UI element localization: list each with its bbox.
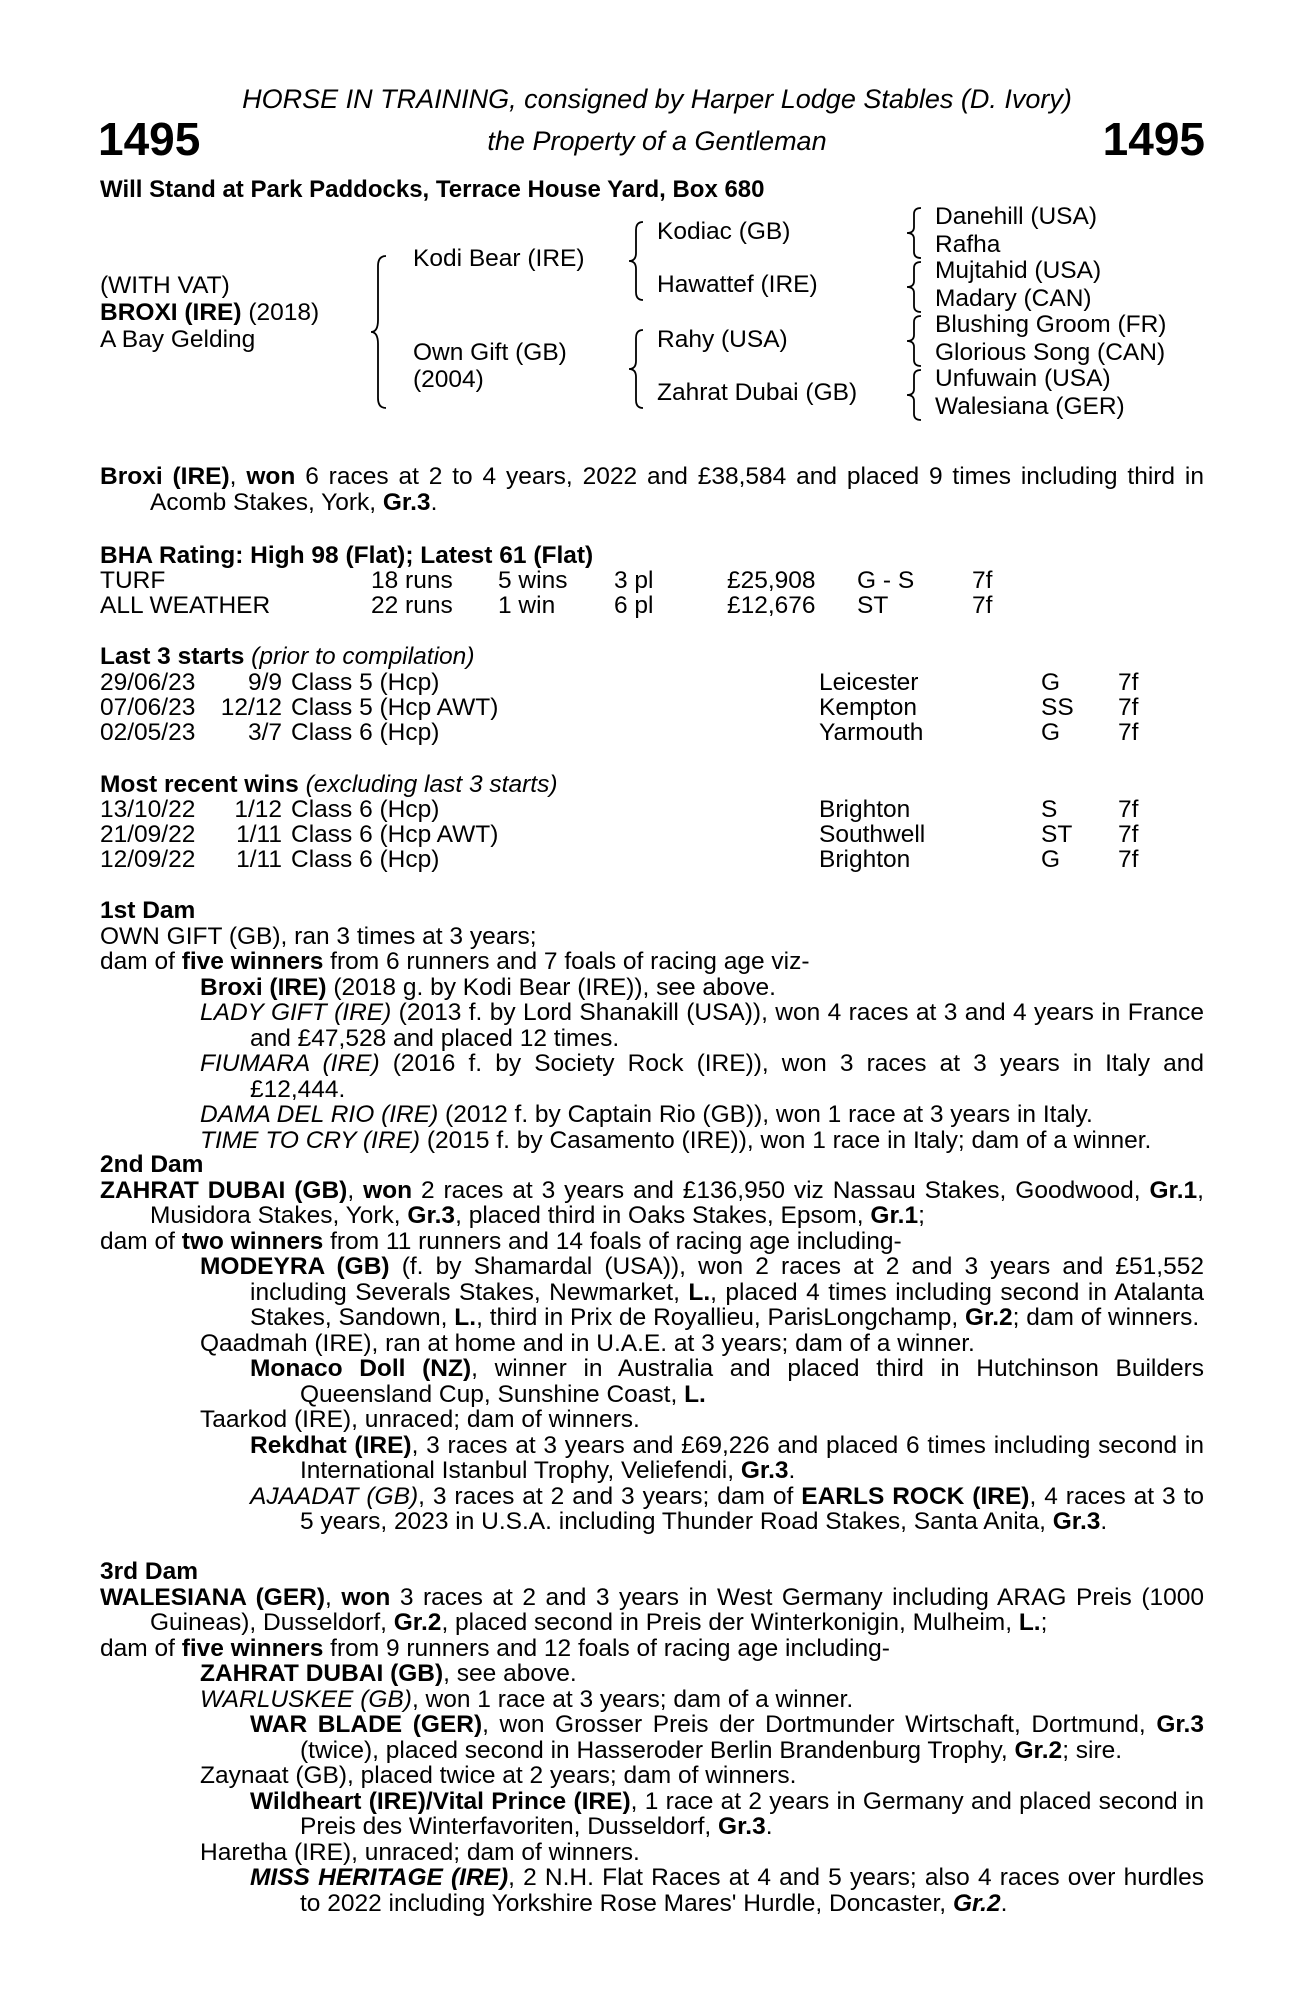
win-date-1: 13/10/22 xyxy=(100,796,196,823)
third-dam-record: WALESIANA (GER), won 3 races at 2 and 3 years in West Germany including ARAG Preis (1000 Guineas), Dusseldorf, Gr.2, placed second in Preis der Winterkonigin, Mulheim, L.; xyxy=(100,1583,1204,1636)
horse-year: (2018) xyxy=(248,299,320,326)
brace-g3-2 xyxy=(904,260,926,314)
win-class-1: Class 6 (Hcp) xyxy=(291,796,440,823)
win-date-3: 12/09/22 xyxy=(100,846,196,873)
gen3-5: Blushing Groom (FR) xyxy=(935,311,1167,338)
last3-course-2: Kempton xyxy=(819,694,918,721)
last3-going-3: G xyxy=(1041,719,1061,746)
win-class-2: Class 6 (Hcp AWT) xyxy=(291,821,499,848)
stand-location: Will Stand at Park Paddocks, Terrace House Yard, Box 680 xyxy=(100,176,765,203)
win-pos-1: 1/12 xyxy=(234,796,282,823)
last3-going-2: SS xyxy=(1041,694,1074,721)
summary-grade: Gr.3 xyxy=(382,488,431,516)
win-course-1: Brighton xyxy=(819,796,911,823)
horse-name-line xyxy=(100,299,319,327)
dam-year: (2004) xyxy=(413,366,484,393)
lot-number-left: 1495 xyxy=(98,113,201,165)
brace-g3-4 xyxy=(904,368,926,422)
brace-dam xyxy=(626,328,648,410)
first-dam-section xyxy=(100,898,1204,1153)
second-dam-section xyxy=(100,1152,1204,1535)
third-dam-section xyxy=(100,1559,1204,1916)
lot-number-right: 1495 xyxy=(1102,113,1205,165)
last3-dist-2: 7f xyxy=(1118,694,1139,721)
header-line-1: HORSE IN TRAINING, consigned by Harper Lodge Stables (D. Ivory) xyxy=(242,84,1072,114)
win-pos-2: 1/11 xyxy=(236,821,282,848)
dam-sire: Rahy (USA) xyxy=(657,326,788,353)
brace-g3-1 xyxy=(904,206,926,260)
rating-runs-1: 18 runs xyxy=(371,567,453,594)
win-going-3: G xyxy=(1041,846,1061,873)
win-course-2: Southwell xyxy=(819,821,926,848)
win-pos-3: 1/11 xyxy=(236,846,282,873)
sire-dam: Hawattef (IRE) xyxy=(657,271,818,298)
last3-date-3: 02/05/23 xyxy=(100,719,196,746)
header-line-2: the Property of a Gentleman xyxy=(487,126,827,156)
brace-sire xyxy=(626,220,648,302)
last3-class-3: Class 6 (Hcp) xyxy=(291,719,440,746)
last3-pos-1: 9/9 xyxy=(247,669,282,696)
second-dam-foal-qaadmah: Qaadmah (IRE), ran at home and in U.A.E. at 3 years; dam of a winner. xyxy=(200,1329,975,1357)
rating-pl-2: 6 pl xyxy=(614,592,654,619)
rating-pl-1: 3 pl xyxy=(614,567,654,594)
rating-prize-2: £12,676 xyxy=(727,592,816,619)
grandchild-rekdhat: Rekdhat (IRE), 3 races at 3 years and £69,226 and placed 6 times including second in International Istanbul Trophy, Veliefendi, Gr.3. xyxy=(250,1431,1204,1484)
gen3-3: Mujtahid (USA) xyxy=(935,257,1102,284)
third-dam-foal-warluskee: WARLUSKEE (GB), won 1 race at 3 years; dam of a winner. xyxy=(200,1685,854,1713)
win-course-3: Brighton xyxy=(819,846,911,873)
win-class-3: Class 6 (Hcp) xyxy=(291,846,440,873)
gen3-1: Danehill (USA) xyxy=(935,203,1098,230)
gen3-7: Unfuwain (USA) xyxy=(935,365,1111,392)
win-going-1: S xyxy=(1041,796,1058,823)
rating-surface-2: ALL WEATHER xyxy=(100,592,271,619)
last3-course-3: Yarmouth xyxy=(819,719,924,746)
first-dam-foal-5: TIME TO CRY (IRE) (2015 f. by Casamento (IRE)), won 1 race in Italy; dam of a winner. xyxy=(200,1126,1152,1154)
grandchild-war-blade: WAR BLADE (GER), won Grosser Preis der Dortmunder Wirtschaft, Dortmund, Gr.3 (twice), placed second in Hasseroder Berlin Brandenburg Trophy, Gr.2; sire. xyxy=(250,1711,1204,1764)
sire-sire: Kodiac (GB) xyxy=(657,218,791,245)
win-dist-3: 7f xyxy=(1118,846,1139,873)
second-dam-produce-line: dam of two winners from 11 runners and 14 foals of racing age including- xyxy=(100,1227,902,1255)
last3-course-1: Leicester xyxy=(819,669,919,696)
brace-g3-3 xyxy=(904,314,926,368)
rating-runs-2: 22 runs xyxy=(371,592,453,619)
last3-dist-3: 7f xyxy=(1118,719,1139,746)
first-dam-title: 1st Dam xyxy=(100,897,196,924)
win-going-2: ST xyxy=(1041,821,1073,848)
rating-dist-2: 7f xyxy=(972,592,993,619)
dam-dam: Zahrat Dubai (GB) xyxy=(657,379,858,406)
first-dam-line: OWN GIFT (GB), ran 3 times at 3 years; xyxy=(100,922,537,950)
last3-class-1: Class 5 (Hcp) xyxy=(291,669,440,696)
first-dam-foal-4: DAMA DEL RIO (IRE) (2012 f. by Captain Rio (GB)), won 1 race at 3 years in Italy. xyxy=(200,1101,1093,1128)
last3-date-1: 29/06/23 xyxy=(100,669,196,696)
gen3-8: Walesiana (GER) xyxy=(935,393,1125,420)
win-dist-1: 7f xyxy=(1118,796,1139,823)
last3-date-2: 07/06/23 xyxy=(100,694,196,721)
rating-title: BHA Rating: High 98 (Flat); Latest 61 (Flat) xyxy=(100,542,594,569)
recent-wins-heading: Most recent wins (excluding last 3 starts) xyxy=(100,771,558,798)
third-dam-title: 3rd Dam xyxy=(100,1558,199,1585)
rating-wins-1: 5 wins xyxy=(498,567,568,594)
dam: Own Gift (GB) xyxy=(413,339,567,366)
horse-name: BROXI (IRE) xyxy=(100,299,242,326)
gen3-4: Madary (CAN) xyxy=(935,285,1092,312)
third-dam-foal-zahrat: ZAHRAT DUBAI (GB), see above. xyxy=(200,1660,577,1687)
gen3-2: Rafha xyxy=(935,231,1001,258)
vat-note: (WITH VAT) xyxy=(100,272,230,299)
third-dam-produce-line: dam of five winners from 9 runners and 12 foals of racing age including- xyxy=(100,1634,890,1662)
last3-heading: Last 3 starts (prior to compilation) xyxy=(100,643,475,670)
last3-class-2: Class 5 (Hcp AWT) xyxy=(291,694,499,721)
rating-going-1: G - S xyxy=(857,567,915,594)
summary-won: won xyxy=(246,463,296,490)
second-dam-title: 2nd Dam xyxy=(100,1151,204,1178)
horse-description: A Bay Gelding xyxy=(100,326,256,353)
last3-pos-2: 12/12 xyxy=(220,694,282,721)
race-summary: Broxi (IRE), won 6 races at 2 to 4 years, 2022 and £38,584 and placed 9 times including third in Acomb Stakes, York, Gr.3. xyxy=(100,463,1204,516)
rating-wins-2: 1 win xyxy=(498,592,556,619)
last3-going-1: G xyxy=(1041,669,1061,696)
second-dam-record: ZAHRAT DUBAI (GB), won 2 races at 3 years and £136,950 viz Nassau Stakes, Goodwood, Gr.1, Musidora Stakes, York, Gr.3, placed third in Oaks Stakes, Epsom, Gr.1; xyxy=(100,1176,1204,1229)
third-dam-foal-zaynaat: Zaynaat (GB), placed twice at 2 years; dam of winners. xyxy=(200,1762,797,1789)
brace-gen1 xyxy=(368,254,392,410)
second-dam-foal-taarkod: Taarkod (IRE), unraced; dam of winners. xyxy=(200,1406,640,1433)
grandchild-miss-heritage: MISS HERITAGE (IRE), 2 N.H. Flat Races at 4 and 5 years; also 4 races over hurdles to 2022 including Yorkshire Rose Mares' Hurdle, Doncaster, Gr.2. xyxy=(250,1864,1204,1917)
third-dam-foal-haretha: Haretha (IRE), unraced; dam of winners. xyxy=(200,1838,640,1866)
grandchild-ajaadat: AJAADAT (GB), 3 races at 2 and 3 years; dam of EARLS ROCK (IRE), 4 races at 3 to 5 years, 2023 in U.S.A. including Thunder Road Stakes, Santa Anita, Gr.3. xyxy=(250,1482,1205,1535)
first-dam-foal-1: Broxi (IRE) (2018 g. by Kodi Bear (IRE)), see above. xyxy=(200,973,776,1001)
first-dam-foal-3: FIUMARA (IRE) (2016 f. by Society Rock (IRE)), won 3 races at 3 years in Italy and £12,444. xyxy=(200,1050,1204,1103)
rating-going-2: ST xyxy=(857,592,889,619)
sire: Kodi Bear (IRE) xyxy=(413,245,585,272)
win-dist-2: 7f xyxy=(1118,821,1139,848)
rating-prize-1: £25,908 xyxy=(727,567,816,594)
gen3-6: Glorious Song (CAN) xyxy=(935,339,1166,366)
last3-dist-1: 7f xyxy=(1118,669,1139,696)
first-dam-foal-2: LADY GIFT (IRE) (2013 f. by Lord Shanakill (USA)), won 4 races at 3 and 4 years in France and £47,528 and placed 12 times. xyxy=(200,999,1204,1052)
rating-dist-1: 7f xyxy=(972,567,993,594)
first-dam-produce-line: dam of five winners from 6 runners and 7 foals of racing age viz- xyxy=(100,948,810,975)
second-dam-foal-modeyra: MODEYRA (GB) (f. by Shamardal (USA)), won 2 races at 2 and 3 years and £51,552 including Severals Stakes, Newmarket, L., placed 4 times including second in Atalanta Stakes, Sandown, L., third in Prix de Royallieu, ParisLongchamp, Gr.2; dam of winners. xyxy=(200,1253,1204,1331)
rating-surface-1: TURF xyxy=(100,567,166,594)
grandchild-wildheart: Wildheart (IRE)/Vital Prince (IRE), 1 race at 2 years in Germany and placed second in Preis des Winterfavoriten, Dusseldorf, Gr.3. xyxy=(250,1787,1205,1840)
summary-horse-name: Broxi (IRE) xyxy=(100,463,230,490)
win-date-2: 21/09/22 xyxy=(100,821,196,848)
last3-pos-3: 3/7 xyxy=(247,719,282,746)
summary-text: 6 races at 2 to 4 years, 2022 and £38,584 and placed 9 times including third in Acomb Stakes, York, xyxy=(150,463,1204,516)
grandchild-monaco-doll: Monaco Doll (NZ), winner in Australia and placed third in Hutchinson Builders Queensland Cup, Sunshine Coast, L. xyxy=(250,1355,1205,1408)
